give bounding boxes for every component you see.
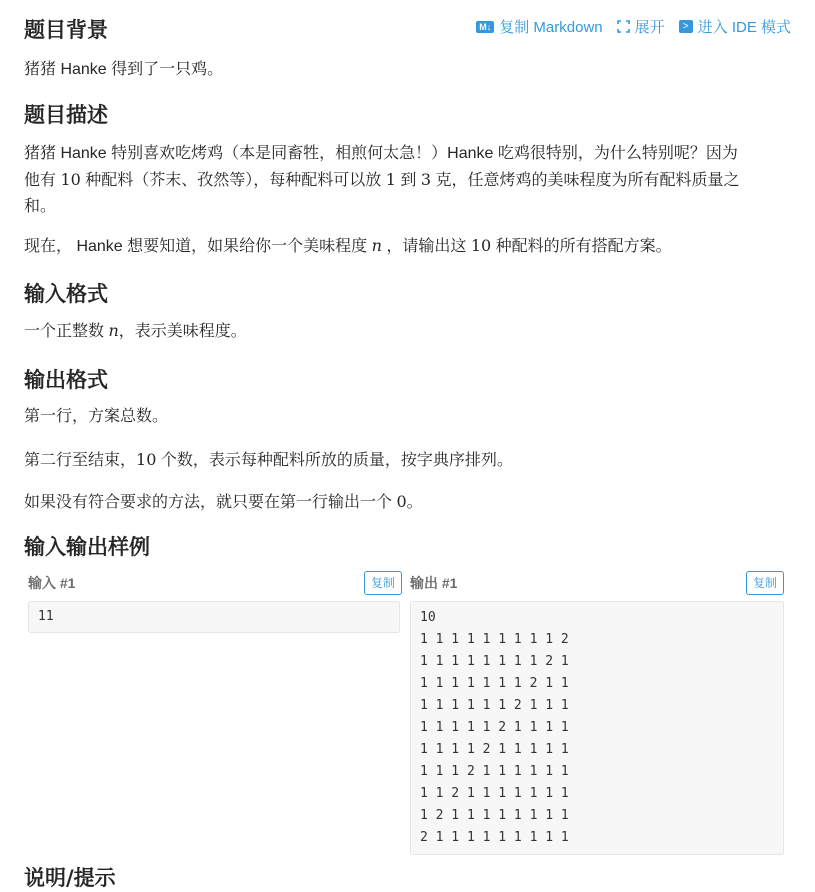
sample-output-code[interactable] — [410, 601, 784, 855]
expand-button[interactable] — [617, 16, 665, 37]
sample-input-panel — [28, 570, 402, 624]
output-line: 10 — [420, 610, 436, 625]
output-line: 1 1 1 2 1 1 1 1 1 1 — [420, 764, 569, 779]
description-line-1: 猪猪 Hanke 特别喜欢吃烤鸡（本是同畜牲，相煎何太急！）Hanke 吃鸡很特别，为什么特别呢？因为 — [24, 145, 738, 162]
description-paragraph — [24, 141, 791, 220]
sample-output-header — [410, 570, 784, 596]
terminal-icon: > — [679, 20, 693, 33]
sample-input-title: 输入 #1 — [28, 575, 76, 591]
description-paragraph-2: 现在， Hanke 想要知道，如果给你一个美味程度 n ，请输出这 10 种配料的所有搭配方案。 — [24, 236, 672, 255]
background-text: 猪猪 Hanke 得到了一只鸡。 — [24, 61, 224, 78]
samples-heading: 输入输出样例 — [24, 535, 150, 559]
input-format-heading: 输入格式 — [24, 282, 108, 306]
math-number: 1 — [385, 170, 396, 189]
math-number: 10 — [136, 450, 157, 469]
output-line: 1 1 1 1 2 1 1 1 1 1 — [420, 742, 569, 757]
copy-markdown-button[interactable] — [476, 16, 602, 37]
description-heading: 题目描述 — [24, 103, 108, 127]
expand-label: 展开 — [634, 19, 665, 36]
math-number: 0 — [396, 492, 407, 511]
math-variable: n — [108, 321, 119, 340]
sample-input-code[interactable] — [28, 601, 400, 633]
math-number: 3 — [420, 170, 431, 189]
output-line: 1 1 1 1 1 1 1 1 2 1 — [420, 654, 569, 669]
enter-ide-label: 进入 IDE 模式 — [697, 19, 791, 36]
output-line: 1 1 1 1 1 1 1 1 1 2 — [420, 632, 569, 647]
output-format-line-3: 如果没有符合要求的方法，就只要在第一行输出一个 0。 — [24, 492, 423, 511]
input-line: 11 — [38, 609, 54, 624]
copy-output-button[interactable]: 复制 — [746, 571, 784, 595]
output-line: 1 1 2 1 1 1 1 1 1 1 — [420, 786, 569, 801]
input-format-text: 一个正整数 n，表示美味程度。 — [24, 321, 247, 340]
output-format-line-2: 第二行至结束，10 个数，表示每种配料所放的质量，按字典序排列。 — [24, 450, 513, 469]
math-variable: n — [371, 236, 382, 255]
problem-toolbar — [462, 16, 791, 37]
output-line: 2 1 1 1 1 1 1 1 1 1 — [420, 830, 569, 845]
output-line: 1 1 1 1 1 1 2 1 1 1 — [420, 698, 569, 713]
sample-output-panel — [410, 570, 784, 845]
background-heading: 题目背景 — [24, 18, 108, 42]
math-number: 10 — [470, 236, 492, 255]
output-line: 1 1 1 1 1 1 1 2 1 1 — [420, 676, 569, 691]
notes-heading: 说明/提示 — [24, 866, 116, 890]
copy-input-button[interactable]: 复制 — [364, 571, 402, 595]
copy-markdown-label: 复制 Markdown — [499, 19, 603, 36]
description-line-2: 他有 10 种配料（芥末、孜然等），每种配料可以放 1 到 3 克，任意烤鸡的美味程度为所有配料质量之 — [24, 170, 740, 189]
markdown-icon: M↓ — [476, 21, 494, 33]
output-line: 1 2 1 1 1 1 1 1 1 1 — [420, 808, 569, 823]
sample-output-title: 输出 #1 — [410, 575, 458, 591]
output-format-line-1: 第一行，方案总数。 — [24, 408, 169, 425]
sample-input-header — [28, 570, 402, 596]
math-number: 10 — [60, 170, 81, 189]
expand-icon — [617, 20, 630, 33]
output-format-heading: 输出格式 — [24, 368, 108, 392]
description-line-3: 和。 — [24, 198, 57, 215]
enter-ide-button[interactable] — [679, 16, 791, 37]
output-line: 1 1 1 1 1 2 1 1 1 1 — [420, 720, 569, 735]
